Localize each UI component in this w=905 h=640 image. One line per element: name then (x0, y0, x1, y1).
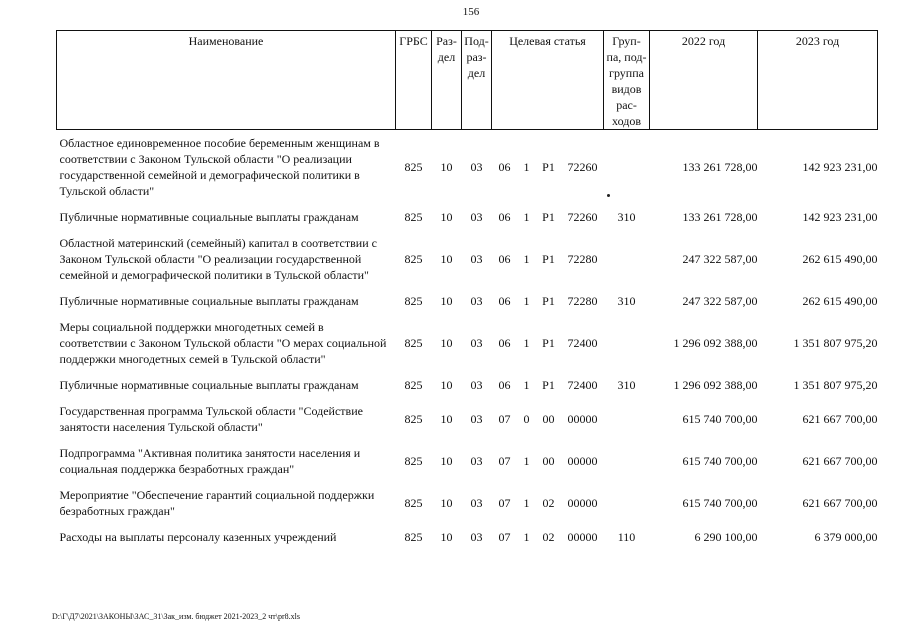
header-razdel: Раз- дел (432, 31, 462, 130)
cell-razdel: 10 (440, 252, 453, 266)
cell-target-subprogram: 1 (523, 252, 530, 266)
cell-name: Мероприятие "Обеспечение гарантий социальной поддержки безработных граждан" (59, 488, 375, 518)
cell-podrazdel: 03 (470, 530, 483, 544)
cell-2023: 262 615 490,00 (802, 294, 878, 308)
cell-name: Подпрограмма "Активная политика занятости населения и социальная поддержка безработных граждан" (59, 446, 361, 476)
cell-target-program: 06 (498, 210, 511, 224)
table-row (57, 524, 878, 550)
cell-razdel: 10 (440, 210, 453, 224)
cell-grbs: 825 (404, 412, 423, 426)
cell-name: Расходы на выплаты персоналу казенных учреждений (59, 530, 337, 544)
cell-2022: 1 296 092 388,00 (673, 378, 758, 392)
table-row (57, 314, 878, 372)
cell-razdel: 10 (440, 160, 453, 174)
cell-2022: 615 740 700,00 (682, 454, 758, 468)
cell-target-event: P1 (542, 252, 555, 266)
cell-target-subprogram: 1 (523, 530, 530, 544)
cell-target-program: 06 (498, 160, 511, 174)
cell-target-direction: 00000 (567, 530, 598, 544)
cell-target-subprogram: 1 (523, 294, 530, 308)
cell-group (604, 398, 650, 440)
cell-podrazdel: 03 (470, 294, 483, 308)
cell-target-direction: 72400 (567, 378, 598, 392)
cell-target-event: P1 (542, 336, 555, 350)
page-number: 156 (462, 6, 480, 18)
cell-target-direction: 72260 (567, 160, 598, 174)
cell-2022: 247 322 587,00 (682, 252, 758, 266)
table-row (57, 288, 878, 314)
cell-grbs: 825 (404, 454, 423, 468)
cell-2022: 247 322 587,00 (682, 294, 758, 308)
cell-target-event: P1 (542, 294, 555, 308)
cell-2023: 142 923 231,00 (802, 210, 878, 224)
cell-group: 110 (617, 530, 636, 544)
cell-razdel: 10 (440, 294, 453, 308)
cell-2023: 1 351 807 975,20 (793, 336, 878, 350)
cell-target-program: 06 (498, 252, 511, 266)
cell-target-event: 00 (542, 454, 555, 468)
cell-2023: 1 351 807 975,20 (793, 378, 878, 392)
cell-podrazdel: 03 (470, 412, 483, 426)
cell-target-program: 06 (498, 336, 511, 350)
header-2023: 2023 год (758, 31, 878, 130)
cell-grbs: 825 (404, 496, 423, 510)
cell-2022: 615 740 700,00 (682, 412, 758, 426)
cell-podrazdel: 03 (470, 252, 483, 266)
scan-speck (607, 194, 610, 197)
cell-podrazdel: 03 (470, 210, 483, 224)
cell-grbs: 825 (404, 160, 423, 174)
cell-target-subprogram: 1 (523, 210, 530, 224)
cell-group: 310 (617, 378, 636, 392)
cell-2022: 6 290 100,00 (694, 530, 758, 544)
cell-target-subprogram: 0 (523, 412, 530, 426)
cell-razdel: 10 (440, 530, 453, 544)
cell-razdel: 10 (440, 412, 453, 426)
header-2022: 2022 год (650, 31, 758, 130)
cell-target-direction: 00000 (567, 454, 598, 468)
table-row (57, 440, 878, 482)
cell-2023: 6 379 000,00 (814, 530, 878, 544)
cell-podrazdel: 03 (470, 336, 483, 350)
cell-target-program: 06 (498, 294, 511, 308)
cell-razdel: 10 (440, 496, 453, 510)
cell-name: Государственная программа Тульской области "Содействие занятости населения Тульской области" (59, 404, 363, 434)
cell-target-direction: 72280 (567, 252, 598, 266)
cell-2022: 133 261 728,00 (682, 210, 758, 224)
cell-name: Публичные нормативные социальные выплаты гражданам (59, 294, 359, 308)
cell-target-subprogram: 1 (523, 454, 530, 468)
cell-name: Меры социальной поддержки многодетных семей в соответствии с Законом Тульской области "О мерах социальной поддержки многодетных семей в Тульской области" (59, 320, 387, 366)
cell-razdel: 10 (440, 336, 453, 350)
cell-group (604, 314, 650, 372)
cell-grbs: 825 (404, 294, 423, 308)
table-row (57, 204, 878, 230)
cell-target-subprogram: 1 (523, 378, 530, 392)
cell-target-program: 07 (498, 496, 511, 510)
cell-2023: 621 667 700,00 (802, 412, 878, 426)
cell-group: 310 (617, 210, 636, 224)
cell-2022: 615 740 700,00 (682, 496, 758, 510)
cell-target-direction: 72280 (567, 294, 598, 308)
cell-target-program: 07 (498, 530, 511, 544)
cell-group (604, 482, 650, 524)
cell-razdel: 10 (440, 378, 453, 392)
cell-target-event: 02 (542, 530, 555, 544)
cell-target-subprogram: 1 (523, 496, 530, 510)
cell-2023: 262 615 490,00 (802, 252, 878, 266)
cell-2022: 1 296 092 388,00 (673, 336, 758, 350)
cell-target-event: P1 (542, 160, 555, 174)
cell-2023: 621 667 700,00 (802, 496, 878, 510)
cell-target-direction: 72400 (567, 336, 598, 350)
cell-target-program: 06 (498, 378, 511, 392)
header-target: Целевая статья (492, 31, 604, 130)
cell-group (604, 130, 650, 205)
header-podrazdel: Под- раз- дел (462, 31, 492, 130)
cell-2023: 142 923 231,00 (802, 160, 878, 174)
cell-target-event: P1 (542, 210, 555, 224)
cell-grbs: 825 (404, 210, 423, 224)
table-header-row (57, 31, 878, 130)
header-group: Груп- па, под- группа видов рас- ходов (604, 31, 650, 130)
table-row (57, 230, 878, 288)
cell-razdel: 10 (440, 454, 453, 468)
cell-name: Публичные нормативные социальные выплаты гражданам (59, 210, 359, 224)
header-grbs: ГРБС (396, 31, 432, 130)
cell-target-program: 07 (498, 412, 511, 426)
cell-group: 310 (617, 294, 636, 308)
cell-podrazdel: 03 (470, 160, 483, 174)
cell-grbs: 825 (404, 252, 423, 266)
cell-name: Областной материнский (семейный) капитал в соответствии с Законом Тульской области "О реализации государственной семейной и демографической политики в Тульской области" (59, 236, 377, 282)
cell-target-program: 07 (498, 454, 511, 468)
cell-target-direction: 72260 (567, 210, 598, 224)
table-row (57, 130, 878, 205)
cell-group (604, 230, 650, 288)
cell-target-event: 00 (542, 412, 555, 426)
cell-name: Областное единовременное пособие беременным женщинам в соответствии с Законом Тульской области "О реализации государственной семейной и демографической политики в Тульской области" (59, 136, 380, 198)
cell-grbs: 825 (404, 336, 423, 350)
cell-target-direction: 00000 (567, 412, 598, 426)
cell-podrazdel: 03 (470, 454, 483, 468)
cell-grbs: 825 (404, 378, 423, 392)
cell-2022: 133 261 728,00 (682, 160, 758, 174)
table-row (57, 398, 878, 440)
cell-target-event: P1 (542, 378, 555, 392)
budget-table (56, 30, 878, 550)
cell-grbs: 825 (404, 530, 423, 544)
cell-podrazdel: 03 (470, 378, 483, 392)
cell-podrazdel: 03 (470, 496, 483, 510)
cell-name: Публичные нормативные социальные выплаты гражданам (59, 378, 359, 392)
table-row (57, 372, 878, 398)
cell-target-subprogram: 1 (523, 160, 530, 174)
table-row (57, 482, 878, 524)
cell-target-event: 02 (542, 496, 555, 510)
cell-2023: 621 667 700,00 (802, 454, 878, 468)
file-path-footer: D:\Г\Д7\2021\ЗАКОНЫ\ЗАС_31\Зак_изм. бюджет 2021-2023_2 чт\pr8.xls (52, 612, 301, 621)
cell-target-direction: 00000 (567, 496, 598, 510)
header-name: Наименование (57, 31, 396, 130)
cell-target-subprogram: 1 (523, 336, 530, 350)
cell-group (604, 440, 650, 482)
